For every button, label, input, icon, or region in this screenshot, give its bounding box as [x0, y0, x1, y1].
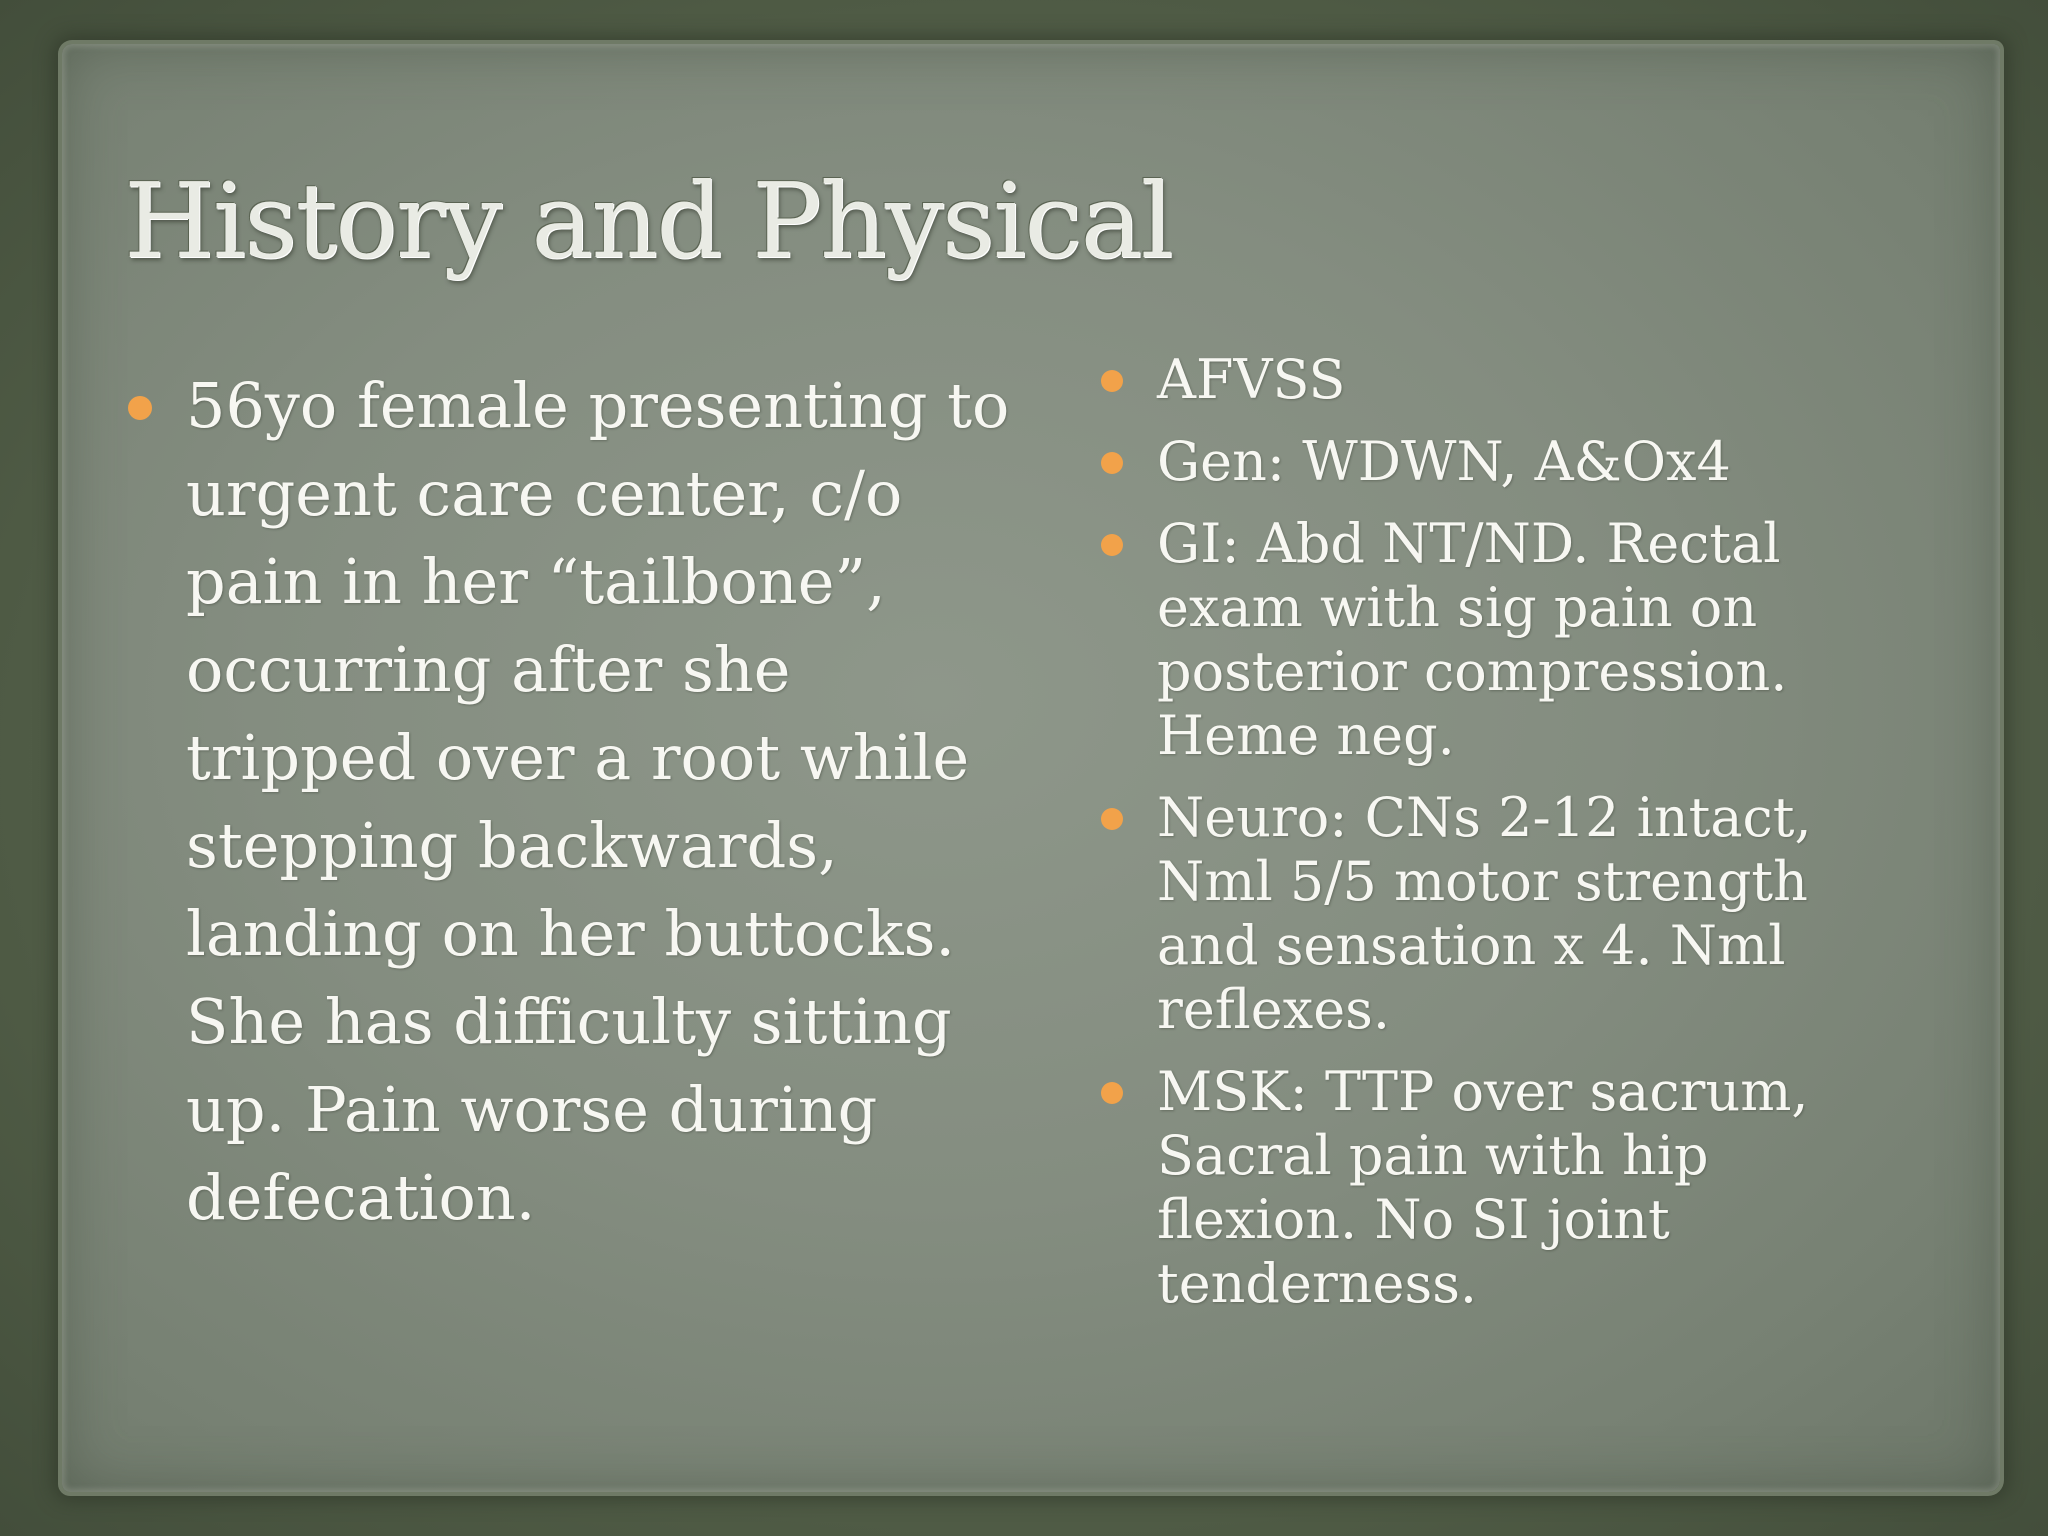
bullet-dot-icon: [128, 396, 152, 420]
bullet-dot-icon: [1101, 1082, 1123, 1104]
bullet-text: Gen: WDWN, A&Ox4: [1157, 430, 1731, 493]
bullet-item-neuro: [1157, 786, 1917, 1042]
right-bullet-list: [1157, 348, 1917, 1334]
bullet-item-general: [1157, 430, 1917, 494]
bullet-item-gi: [1157, 512, 1917, 768]
bullet-text: AFVSS: [1157, 348, 1346, 411]
bullet-item-vitals: [1157, 348, 1917, 412]
bullet-text: 56yo female presenting to urgent care center, c/o pain in her “tailbone”, occurring after she tripped over a root while stepping backwards, landing on her buttocks. She has difficulty sitting up. Pain worse during defecation.: [186, 369, 1010, 1234]
bullet-item-msk: [1157, 1060, 1917, 1316]
bullet-text: MSK: TTP over sacrum, Sacral pain with hip flexion. No SI joint tenderness.: [1157, 1060, 1809, 1315]
bullet-text: GI: Abd NT/ND. Rectal exam with sig pain on posterior compression. Heme neg.: [1157, 512, 1788, 767]
bullet-item-history: [186, 362, 1036, 1242]
bullet-dot-icon: [1101, 808, 1123, 830]
left-bullet-list: [186, 362, 1036, 1242]
slide-title: History and Physical: [124, 160, 1172, 282]
bullet-dot-icon: [1101, 534, 1123, 556]
bullet-dot-icon: [1101, 452, 1123, 474]
bullet-dot-icon: [1101, 370, 1123, 392]
bullet-text: Neuro: CNs 2-12 intact, Nml 5/5 motor strength and sensation x 4. Nml reflexes.: [1157, 786, 1812, 1041]
